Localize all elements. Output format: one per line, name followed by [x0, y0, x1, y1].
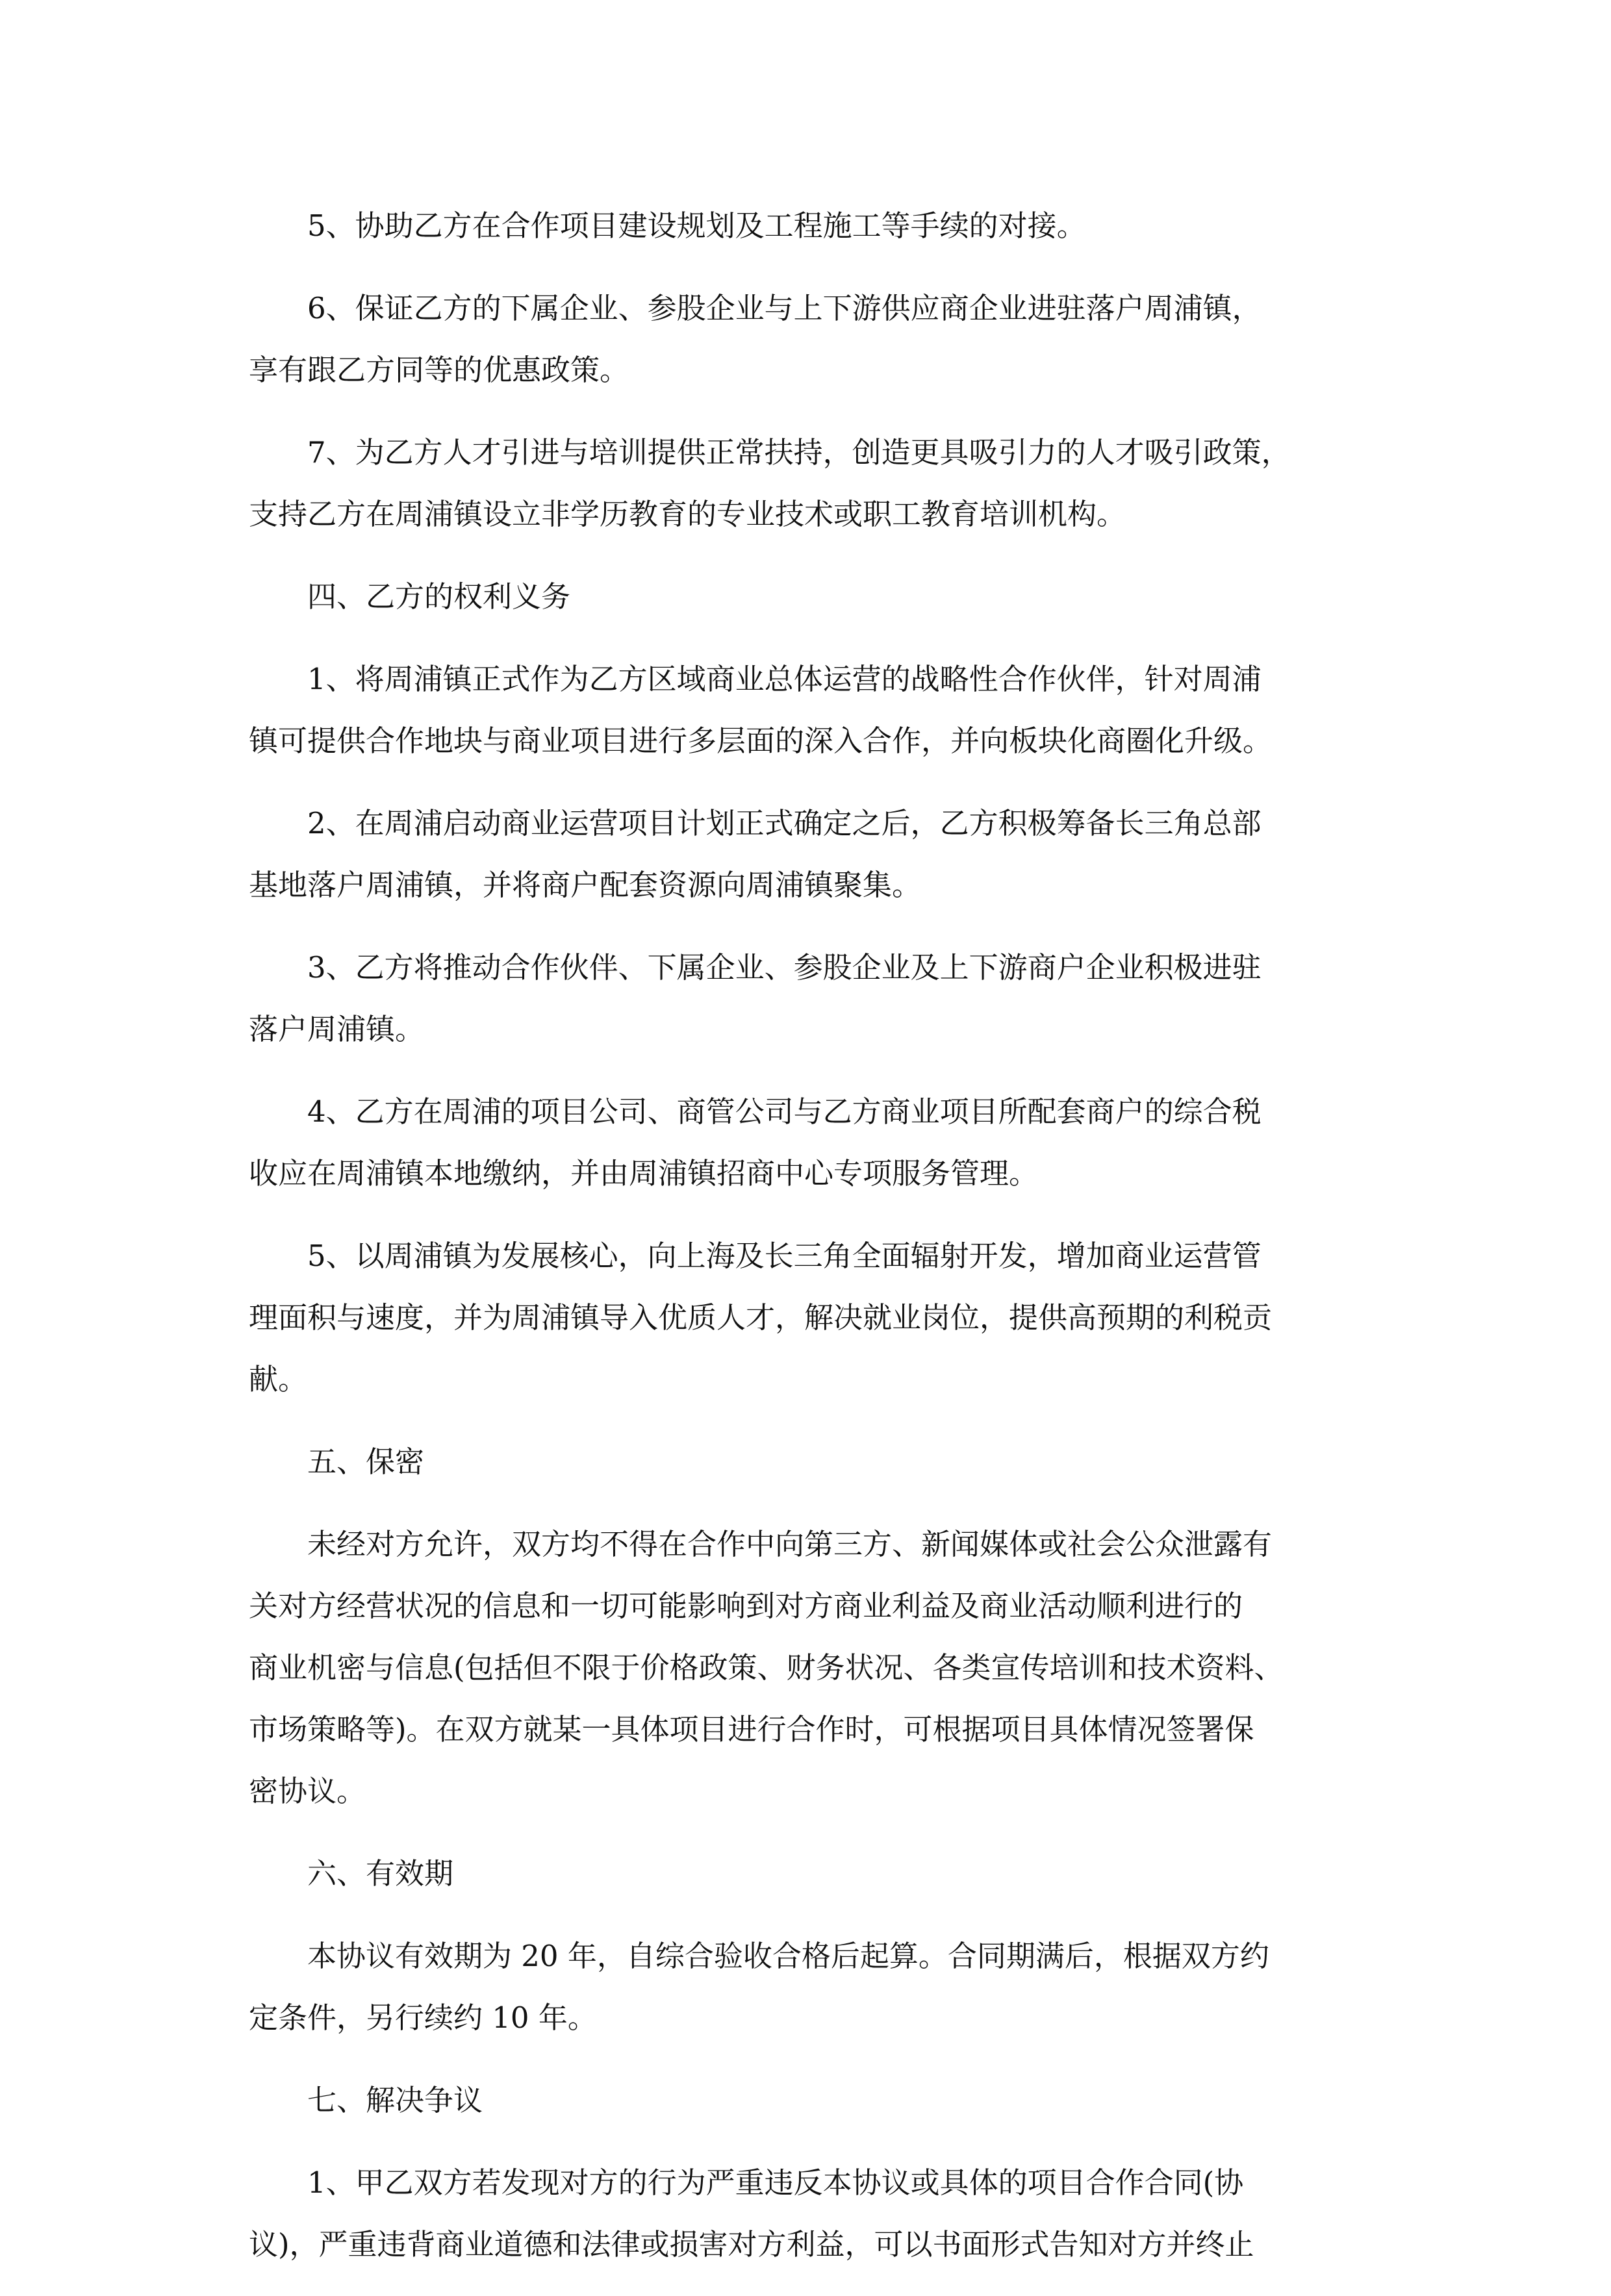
paragraph-line: 基地落户周浦镇，并将商户配套资源向周浦镇聚集。	[249, 868, 922, 902]
paragraph-line: 未经对方允许，双方均不得在合作中向第三方、新闻媒体或社会公众泄露有	[307, 1527, 1273, 1561]
paragraph-line: 本协议有效期为 20 年，自综合验收合格后起算。合同期满后，根据双方约	[307, 1939, 1269, 1973]
paragraph-line: 2、在周浦启动商业运营项目计划正式确定之后，乙方积极筹备长三角总部	[307, 806, 1262, 840]
paragraph-line: 落户周浦镇。	[249, 1012, 425, 1046]
paragraph-line: 5、以周浦镇为发展核心，向上海及长三角全面辐射开发，增加商业运营管	[307, 1239, 1262, 1273]
section-heading-text: 六、有效期	[307, 1856, 454, 1891]
paragraph-item-1-termination	[249, 2152, 1366, 2275]
section-heading-text: 五、保密	[307, 1444, 425, 1479]
paragraph-line: 4、乙方在周浦的项目公司、商管公司与乙方商业项目所配套商户的综合税	[307, 1094, 1262, 1129]
paragraph-validity-body	[249, 1925, 1366, 2049]
section-heading-4-party-b-rights	[249, 566, 1366, 627]
paragraph-line: 3、乙方将推动合作伙伴、下属企业、参股企业及上下游商户企业积极进驻	[307, 950, 1262, 985]
paragraph-line: 议)，严重违背商业道德和法律或损害对方利益，可以书面形式告知对方并终止	[249, 2227, 1254, 2262]
paragraph-item-3-partners-settle	[249, 937, 1366, 1060]
paragraph-line: 定条件，另行续约 10 年。	[249, 2000, 597, 2035]
paragraph-item-4-tax	[249, 1081, 1366, 1204]
section-heading-text: 七、解决争议	[307, 2083, 483, 2117]
paragraph-line: 镇可提供合作地块与商业项目进行多层面的深入合作，并向板块化商圈化升级。	[249, 724, 1273, 758]
paragraph-confidentiality-body	[249, 1513, 1366, 1822]
paragraph-line: 享有跟乙方同等的优惠政策。	[249, 353, 629, 387]
paragraph-line: 支持乙方在周浦镇设立非学历教育的专业技术或职工教育培训机构。	[249, 497, 1126, 531]
paragraph-item-5-assist-construction	[249, 195, 1366, 257]
paragraph-line: 5、协助乙方在合作项目建设规划及工程施工等手续的对接。	[307, 208, 1086, 243]
paragraph-item-1-strategic-partner	[249, 648, 1366, 772]
paragraph-item-7-talent	[249, 422, 1366, 545]
paragraph-line: 商业机密与信息(包括但不限于价格政策、财务状况、各类宣传培训和技术资料、	[249, 1650, 1284, 1685]
paragraph-line: 1、将周浦镇正式作为乙方区域商业总体运营的战略性合作伙伴，针对周浦	[307, 662, 1262, 696]
paragraph-item-2-headquarters	[249, 792, 1366, 916]
paragraph-line: 7、为乙方人才引进与培训提供正常扶持，创造更具吸引力的人才吸引政策，	[307, 435, 1291, 470]
paragraph-line: 关对方经营状况的信息和一切可能影响到对方商业利益及商业活动顺利进行的	[249, 1589, 1243, 1623]
section-heading-5-confidentiality	[249, 1431, 1366, 1493]
paragraph-line: 收应在周浦镇本地缴纳，并由周浦镇招商中心专项服务管理。	[249, 1156, 1039, 1191]
paragraph-item-5-development-core	[249, 1225, 1366, 1410]
section-heading-text: 四、乙方的权利义务	[307, 579, 571, 614]
paragraph-line: 献。	[249, 1362, 308, 1396]
paragraph-line: 6、保证乙方的下属企业、参股企业与上下游供应商企业进驻落户周浦镇，	[307, 291, 1262, 325]
paragraph-item-6-affiliates	[249, 277, 1366, 401]
section-heading-7-disputes	[249, 2069, 1366, 2131]
document-body	[249, 195, 1366, 2296]
paragraph-line: 1、甲乙双方若发现对方的行为严重违反本协议或具体的项目合作合同(协	[307, 2165, 1244, 2200]
section-heading-6-validity	[249, 1843, 1366, 1904]
paragraph-line: 理面积与速度，并为周浦镇导入优质人才，解决就业岗位，提供高预期的利税贡	[249, 1300, 1273, 1335]
paragraph-line: 市场策略等)。在双方就某一具体项目进行合作时，可根据项目具体情况签署保	[249, 1712, 1254, 1747]
paragraph-line: 密协议。	[249, 1774, 366, 1808]
